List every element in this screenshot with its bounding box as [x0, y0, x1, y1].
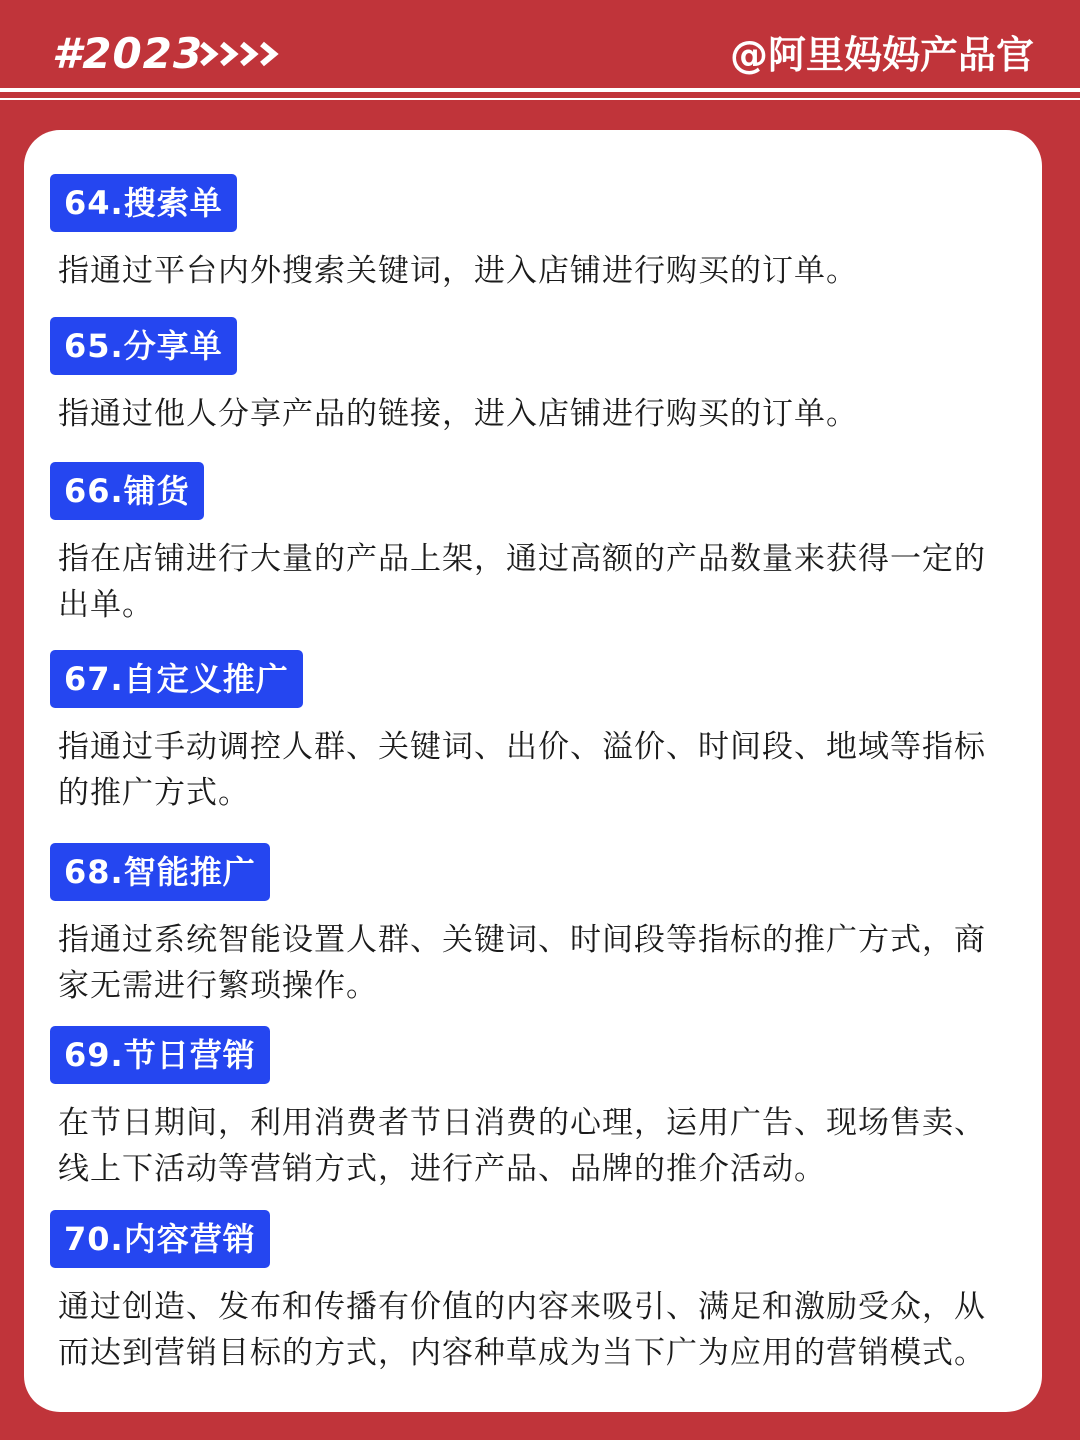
term-description: 指通过手动调控人群、关键词、出价、溢价、时间段、地域等指标的推广方式。 — [58, 729, 986, 811]
term-label: 64.搜索单 — [50, 174, 237, 232]
term-section — [50, 1210, 1016, 1376]
header-bar — [0, 0, 1080, 110]
term-section — [50, 843, 1016, 1009]
term-label: 65.分享单 — [50, 317, 237, 375]
term-description: 指在店铺进行大量的产品上架，通过高额的产品数量来获得一定的出单。 — [58, 541, 986, 623]
term-section — [50, 174, 1016, 294]
term-section — [50, 317, 1016, 437]
author-handle: @阿里妈妈产品官 — [729, 33, 1034, 77]
term-description: 通过创造、发布和传播有价值的内容来吸引、满足和激励受众，从而达到营销目标的方式，内容种草成为当下广为应用的营销模式。 — [58, 1289, 986, 1371]
year-hashtag: #2023 — [52, 29, 204, 78]
content-card — [24, 130, 1042, 1412]
triple-chevron-right-icon — [200, 40, 280, 68]
term-section — [50, 1026, 1016, 1192]
term-label: 69.节日营销 — [50, 1026, 270, 1084]
term-label: 66.铺货 — [50, 462, 204, 520]
term-description: 指通过系统智能设置人群、关键词、时间段等指标的推广方式，商家无需进行繁琐操作。 — [58, 922, 986, 1004]
term-section — [50, 462, 1016, 628]
term-section — [50, 650, 1016, 816]
term-label: 67.自定义推广 — [50, 650, 303, 708]
term-label: 70.内容营销 — [50, 1210, 270, 1268]
header-divider-thin — [0, 98, 1080, 100]
header-divider — [0, 88, 1080, 92]
term-description: 在节日期间，利用消费者节日消费的心理，运用广告、现场售卖、线上下活动等营销方式，进行产品、品牌的推介活动。 — [58, 1105, 986, 1187]
term-label: 68.智能推广 — [50, 843, 270, 901]
term-description: 指通过他人分享产品的链接，进入店铺进行购买的订单。 — [58, 396, 858, 432]
term-description: 指通过平台内外搜索关键词，进入店铺进行购买的订单。 — [58, 253, 858, 289]
